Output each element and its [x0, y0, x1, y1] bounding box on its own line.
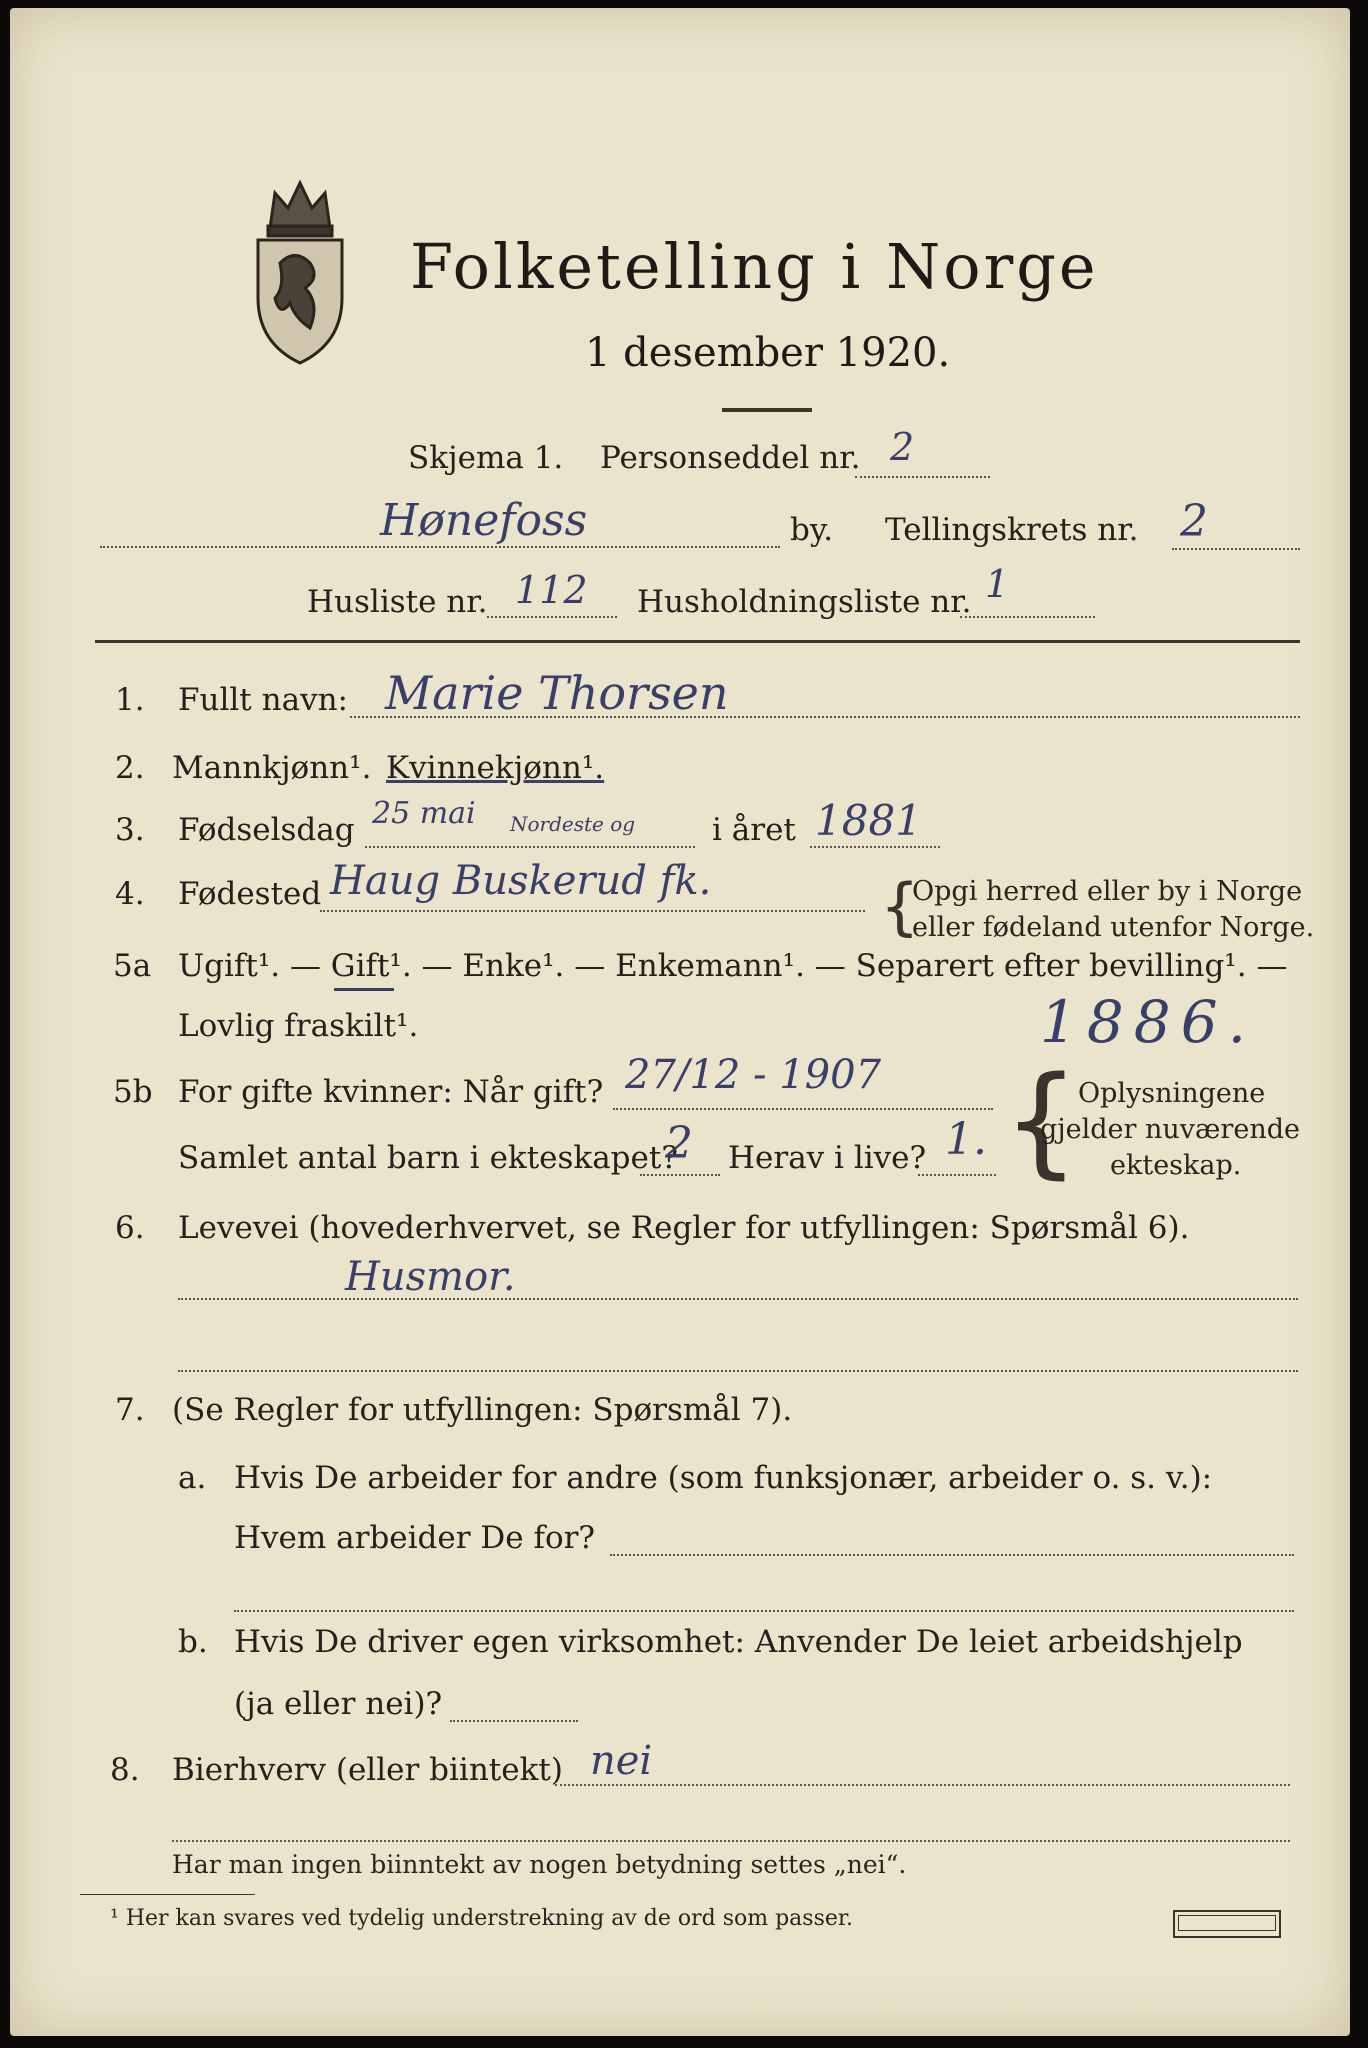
by-line	[100, 546, 780, 548]
q4-number: 4.	[115, 876, 145, 912]
q1-value: Marie Thorsen	[385, 666, 729, 720]
form-date: 1 desember 1920.	[585, 330, 951, 376]
husliste-value: 112	[515, 568, 588, 612]
q3-number: 3.	[115, 812, 145, 848]
tellingskrets-value: 2	[1180, 496, 1208, 547]
q4-value: Haug Buskerud fk.	[330, 858, 712, 904]
title-divider	[722, 408, 812, 412]
q5b-line	[613, 1108, 993, 1110]
tellingskrets-line	[1172, 548, 1300, 550]
by-label: by.	[790, 512, 834, 548]
q4-label: Fødested	[178, 876, 322, 912]
q5b-alive-label: Herav i live?	[728, 1140, 927, 1176]
q8-line-1	[555, 1784, 1290, 1786]
q5b-children-label: Samlet antal barn i ekteskapet?	[178, 1140, 678, 1176]
q8-label: Bierhverv (eller biintekt)	[172, 1752, 563, 1788]
q3-value: 25 mai	[372, 796, 476, 831]
q8-line-2	[172, 1840, 1290, 1842]
coat-of-arms-icon	[240, 168, 360, 368]
q7-number: 7.	[115, 1392, 145, 1428]
q2-female: Kvinnekjønn¹.	[386, 750, 605, 786]
q3-label: Fødselsdag	[178, 812, 355, 848]
q2-number: 2.	[115, 750, 145, 786]
q5a-extra: 1886.	[1040, 988, 1257, 1056]
q3-year-line	[810, 846, 940, 848]
form-title: Folketelling i Norge	[410, 230, 1099, 303]
q3-year-value: 1881	[815, 796, 922, 845]
q5a-options: Ugift¹. — Gift¹. — Enke¹. — Enkemann¹. — Separert efter bevilling¹. —	[178, 948, 1288, 984]
q3-note: Nordeste og	[510, 812, 636, 836]
q8-number: 8.	[110, 1752, 140, 1788]
schema-label: Skjema 1.	[408, 440, 564, 476]
q5b-side-note-1: Oplysningene	[1078, 1078, 1266, 1109]
q3-year-label: i året	[712, 812, 796, 848]
q5b-side-note-3: ekteskap.	[1110, 1150, 1242, 1181]
q5b-label: For gifte kvinner: Når gift?	[178, 1074, 604, 1110]
q5b-children-value: 2	[665, 1118, 693, 1169]
q1-label: Fullt navn:	[178, 682, 348, 718]
q5a-gift-underline	[334, 988, 394, 991]
q4-bracket: {	[880, 870, 920, 943]
q7-label: (Se Regler for utfyllingen: Spørsmål 7).	[172, 1392, 793, 1428]
husliste-line	[487, 616, 617, 618]
footnote: ¹ Her kan svares ved tydelig understrekning av de ord som passer.	[110, 1906, 853, 1931]
footnote-divider	[80, 1894, 255, 1895]
q5b-bracket: {	[1003, 1052, 1080, 1191]
personseddel-label: Personseddel nr.	[600, 440, 861, 476]
q5b-children-line	[640, 1174, 720, 1176]
q7b-text: Hvis De driver egen virksomhet: Anvender De leiet arbeidshjelp	[234, 1624, 1243, 1660]
q7a-text: Hvis De arbeider for andre (som funksjonær, arbeider o. s. v.):	[234, 1460, 1213, 1496]
q5a-line2: Lovlig fraskilt¹.	[178, 1008, 419, 1044]
q3-line	[365, 846, 695, 848]
q6-line-1	[178, 1298, 1298, 1300]
tellingskrets-label: Tellingskrets nr.	[885, 512, 1139, 548]
q7a-text2: Hvem arbeider De for?	[234, 1520, 596, 1556]
q6-value: Husmor.	[345, 1254, 516, 1300]
husholdningsliste-value: 1	[985, 562, 1010, 606]
personseddel-value: 2	[890, 425, 915, 469]
q5b-number: 5b	[113, 1074, 153, 1110]
q6-line-2	[178, 1370, 1298, 1372]
q5b-side-note-2: gjelder nuværende	[1040, 1114, 1300, 1145]
q8-value: nei	[590, 1738, 653, 1784]
personseddel-line	[855, 476, 990, 478]
q7b-text2: (ja eller nei)?	[234, 1686, 443, 1722]
q5b-alive-value: 1.	[945, 1114, 987, 1165]
husliste-label: Husliste nr.	[307, 584, 488, 620]
income-note: Har man ingen biinntekt av nogen betydning settes „nei“.	[172, 1850, 907, 1879]
q4-side-note-1: Opgi herred eller by i Norge	[912, 876, 1303, 907]
printer-stamp-icon	[1173, 1910, 1281, 1938]
q7a-line-2	[234, 1610, 1294, 1612]
q6-label: Levevei (hovederhvervet, se Regler for utfyllingen: Spørsmål 6).	[178, 1210, 1190, 1246]
q7a-line-1	[610, 1554, 1294, 1556]
q4-side-note-2: eller fødeland utenfor Norge.	[912, 912, 1315, 943]
q1-number: 1.	[115, 682, 145, 718]
q5b-value: 27/12 - 1907	[625, 1052, 882, 1098]
q5a-number: 5a	[113, 948, 152, 984]
q5b-alive-line	[918, 1174, 996, 1176]
q4-line	[320, 910, 865, 912]
q6-number: 6.	[115, 1210, 145, 1246]
q7b-letter: b.	[178, 1624, 208, 1660]
q7a-letter: a.	[178, 1460, 207, 1496]
q2-male: Mannkjønn¹.	[172, 750, 372, 786]
husholdningsliste-label: Husholdningsliste nr.	[637, 584, 972, 620]
q7b-line	[450, 1720, 578, 1722]
header-divider	[95, 640, 1300, 643]
husholdningsliste-line	[960, 616, 1095, 618]
by-value: Hønefoss	[380, 495, 588, 546]
